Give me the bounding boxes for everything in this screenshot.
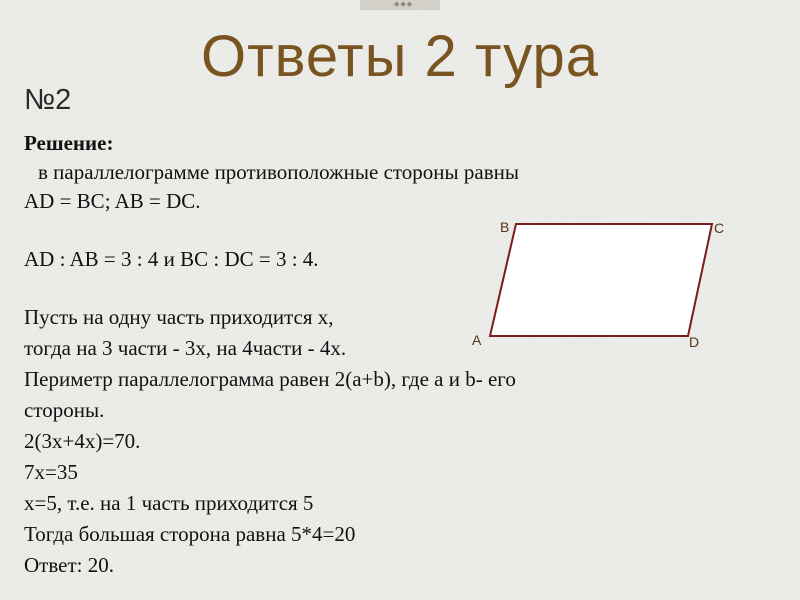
solution-line: x=5, т.е. на 1 часть приходится 5 [24,491,314,515]
vertex-label-c: C [714,220,725,236]
solution-line: 2(3x+4x)=70. [24,429,141,453]
solution-heading: Решение: [24,131,114,155]
solution-line: AD : AB = 3 : 4 и BC : DC = 3 : 4. [24,247,319,271]
solution-line: 7x=35 [24,460,78,484]
diamond-ornament-icon: ◆◆◆ [394,1,414,8]
solution-line: в параллелограмме противоположные стороны равны [38,160,519,184]
vertex-label-b: B [500,219,510,235]
solution-line: AD = BC; AB = DC. [24,189,201,213]
solution-line: Периметр параллелограмма равен 2(a+b), где a и b- его [24,367,516,391]
parallelogram-svg [462,212,742,352]
solution-line: Ответ: 20. [24,553,114,577]
solution-line: стороны. [24,398,105,422]
parallelogram-figure [462,212,742,352]
solution-line: тогда на 3 части - 3x, на 4части - 4x. [24,336,347,360]
vertex-label-d: D [689,334,700,350]
problem-number: №2 [24,84,72,116]
top-decoration-tab [360,0,440,10]
vertex-label-a: A [472,332,482,348]
solution-line: Пусть на одну часть приходится x, [24,305,334,329]
solution-line: Тогда большая сторона равна 5*4=20 [24,522,356,546]
solution-block [24,128,774,581]
parallelogram-shape [490,224,712,336]
slide-title: Ответы 2 тура [201,24,599,89]
